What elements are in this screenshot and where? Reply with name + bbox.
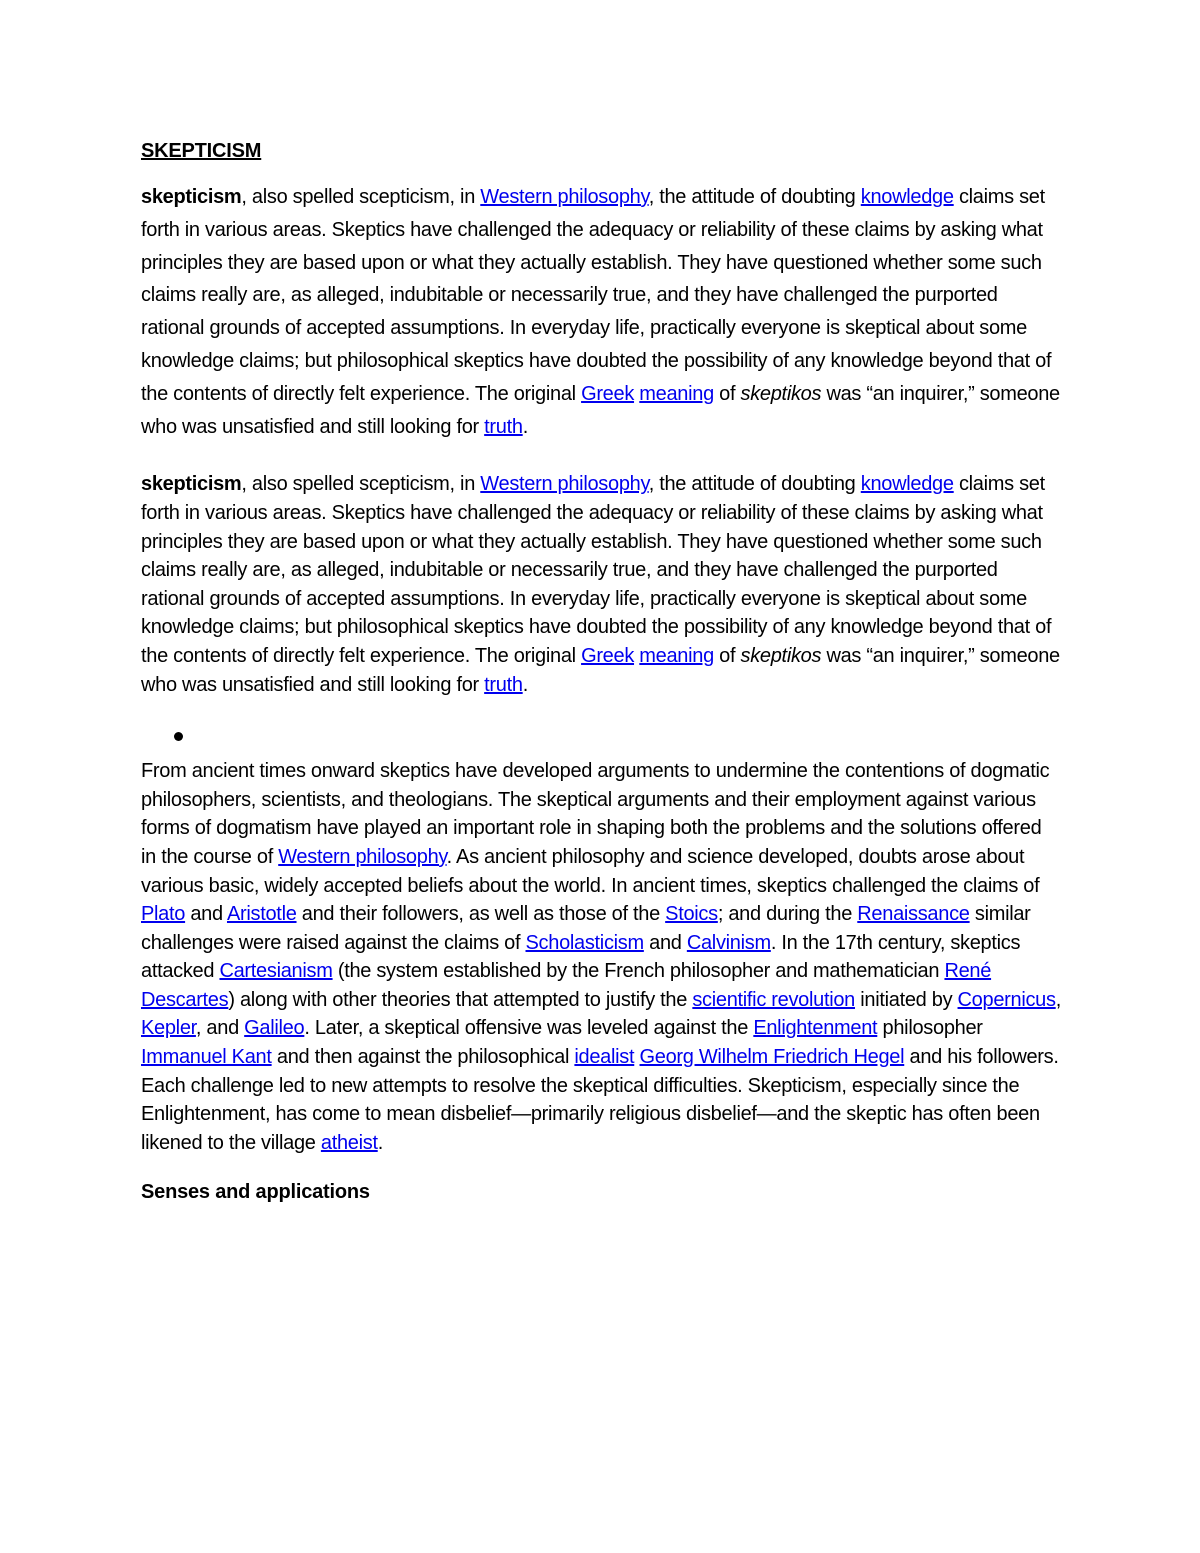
document-page bbox=[141, 140, 1061, 1204]
link-truth[interactable]: truth bbox=[484, 415, 523, 438]
term-italic: skeptikos bbox=[740, 644, 822, 667]
empty-bullet-item bbox=[141, 727, 1061, 757]
link-knowledge[interactable]: knowledge bbox=[860, 473, 954, 496]
link-hegel[interactable]: Georg Wilhelm Friedrich Hegel bbox=[639, 1046, 905, 1069]
link-plato[interactable]: Plato bbox=[141, 903, 186, 926]
link-scientific-revolution[interactable]: scientific revolution bbox=[692, 988, 855, 1011]
link-truth[interactable]: truth bbox=[484, 673, 523, 696]
link-galileo[interactable]: Galileo bbox=[244, 1017, 305, 1040]
link-western-philosophy[interactable]: Western philosophy bbox=[480, 186, 649, 208]
repeated-paragraph: skepticism, also spelled scepticism, in Western philosophy, the attitude of doubting knowledge claims set forth in various areas. Skeptics have challenged the adequacy or reliability of these claims by asking what principles they are based upon or what they actually establish. They have questioned whether some such claims really are, as alleged, indubitable or necessarily true, and they have challenged the purported rational grounds of accepted assumptions. In everyday life, practically everyone is skeptical about some knowledge claims; but philosophical skeptics have doubted the possibility of any knowledge beyond that of the contents of directly felt experience. The original Greek meaning of skeptikos was “an inquirer,” someone who was unsatisfied and still looking for truth. bbox=[141, 473, 1060, 696]
link-stoics[interactable]: Stoics bbox=[665, 903, 718, 926]
term-bold: skepticism bbox=[141, 186, 242, 208]
link-western-philosophy[interactable]: Western philosophy bbox=[480, 473, 649, 496]
link-renaissance[interactable]: Renaissance bbox=[857, 903, 970, 926]
history-paragraph: From ancient times onward skeptics have developed arguments to undermine the contentions of dogmatic philosophers, scientists, and theologians. The skeptical arguments and their employment against various forms of dogmatism have played an important role in shaping both the problems and the solutions offered in the course of Western philosophy. As ancient philosophy and science developed, doubts arose about various basic, widely accepted beliefs about the world. In ancient times, skeptics challenged the claims of Plato and Aristotle and their followers, as well as those of the Stoics; and during the Renaissance similar challenges were raised against the claims of Scholasticism and Calvinism. In the 17th century, skeptics attacked Cartesianism (the system established by the French philosopher and mathematician René Descartes) along with other theories that attempted to justify the scientific revolution initiated by Copernicus, Kepler, and Galileo. Later, a skeptical offensive was leveled against the Enlightenment philosopher Immanuel Kant and then against the philosophical idealist Georg Wilhelm Friedrich Hegel and his followers. Each challenge led to new attempts to resolve the skeptical difficulties. Skepticism, especially since the Enlightenment, has come to mean disbelief—primarily religious disbelief—and the skeptic has often been likened to the village atheist. bbox=[141, 760, 1061, 1154]
link-kepler[interactable]: Kepler bbox=[141, 1017, 196, 1040]
link-atheist[interactable]: atheist bbox=[320, 1131, 378, 1154]
page-title: SKEPTICISM bbox=[141, 140, 262, 162]
link-knowledge[interactable]: knowledge bbox=[860, 186, 954, 208]
intro-paragraph: skepticism, also spelled scepticism, in Western philosophy, the attitude of doubting knowledge claims set forth in various areas. Skeptics have challenged the adequacy or reliability of these claims by asking what principles they are based upon or what they actually establish. They have questioned whether some such claims really are, as alleged, indubitable or necessarily true, and they have challenged the purported rational grounds of accepted assumptions. In everyday life, practically everyone is skeptical about some knowledge claims; but philosophical skeptics have doubted the possibility of any knowledge beyond that of the contents of directly felt experience. The original Greek meaning of skeptikos was “an inquirer,” someone who was unsatisfied and still looking for truth. bbox=[141, 186, 1060, 438]
link-calvinism[interactable]: Calvinism bbox=[686, 931, 771, 954]
term-italic: skeptikos bbox=[740, 382, 822, 405]
link-cartesianism[interactable]: Cartesianism bbox=[219, 960, 333, 983]
spacer bbox=[141, 1157, 1061, 1181]
term-bold: skepticism bbox=[141, 473, 242, 496]
link-enlightenment[interactable]: Enlightenment bbox=[753, 1017, 878, 1040]
link-greek[interactable]: Greek bbox=[581, 382, 635, 405]
link-idealist[interactable]: idealist bbox=[574, 1046, 635, 1069]
link-aristotle[interactable]: Aristotle bbox=[226, 903, 297, 926]
link-meaning[interactable]: meaning bbox=[639, 644, 714, 667]
section-heading: Senses and applications bbox=[141, 1181, 370, 1204]
bullet-icon bbox=[174, 732, 183, 741]
link-scholasticism[interactable]: Scholasticism bbox=[525, 931, 644, 954]
link-copernicus[interactable]: Copernicus bbox=[957, 988, 1056, 1011]
link-meaning[interactable]: meaning bbox=[639, 382, 714, 405]
spacer bbox=[141, 443, 1061, 470]
link-immanuel-kant[interactable]: Immanuel Kant bbox=[141, 1046, 272, 1069]
link-rene-descartes[interactable]: René Descartes bbox=[141, 960, 992, 1011]
link-greek[interactable]: Greek bbox=[581, 644, 635, 667]
spacer bbox=[141, 699, 1061, 727]
link-western-philosophy[interactable]: Western philosophy bbox=[278, 845, 447, 868]
